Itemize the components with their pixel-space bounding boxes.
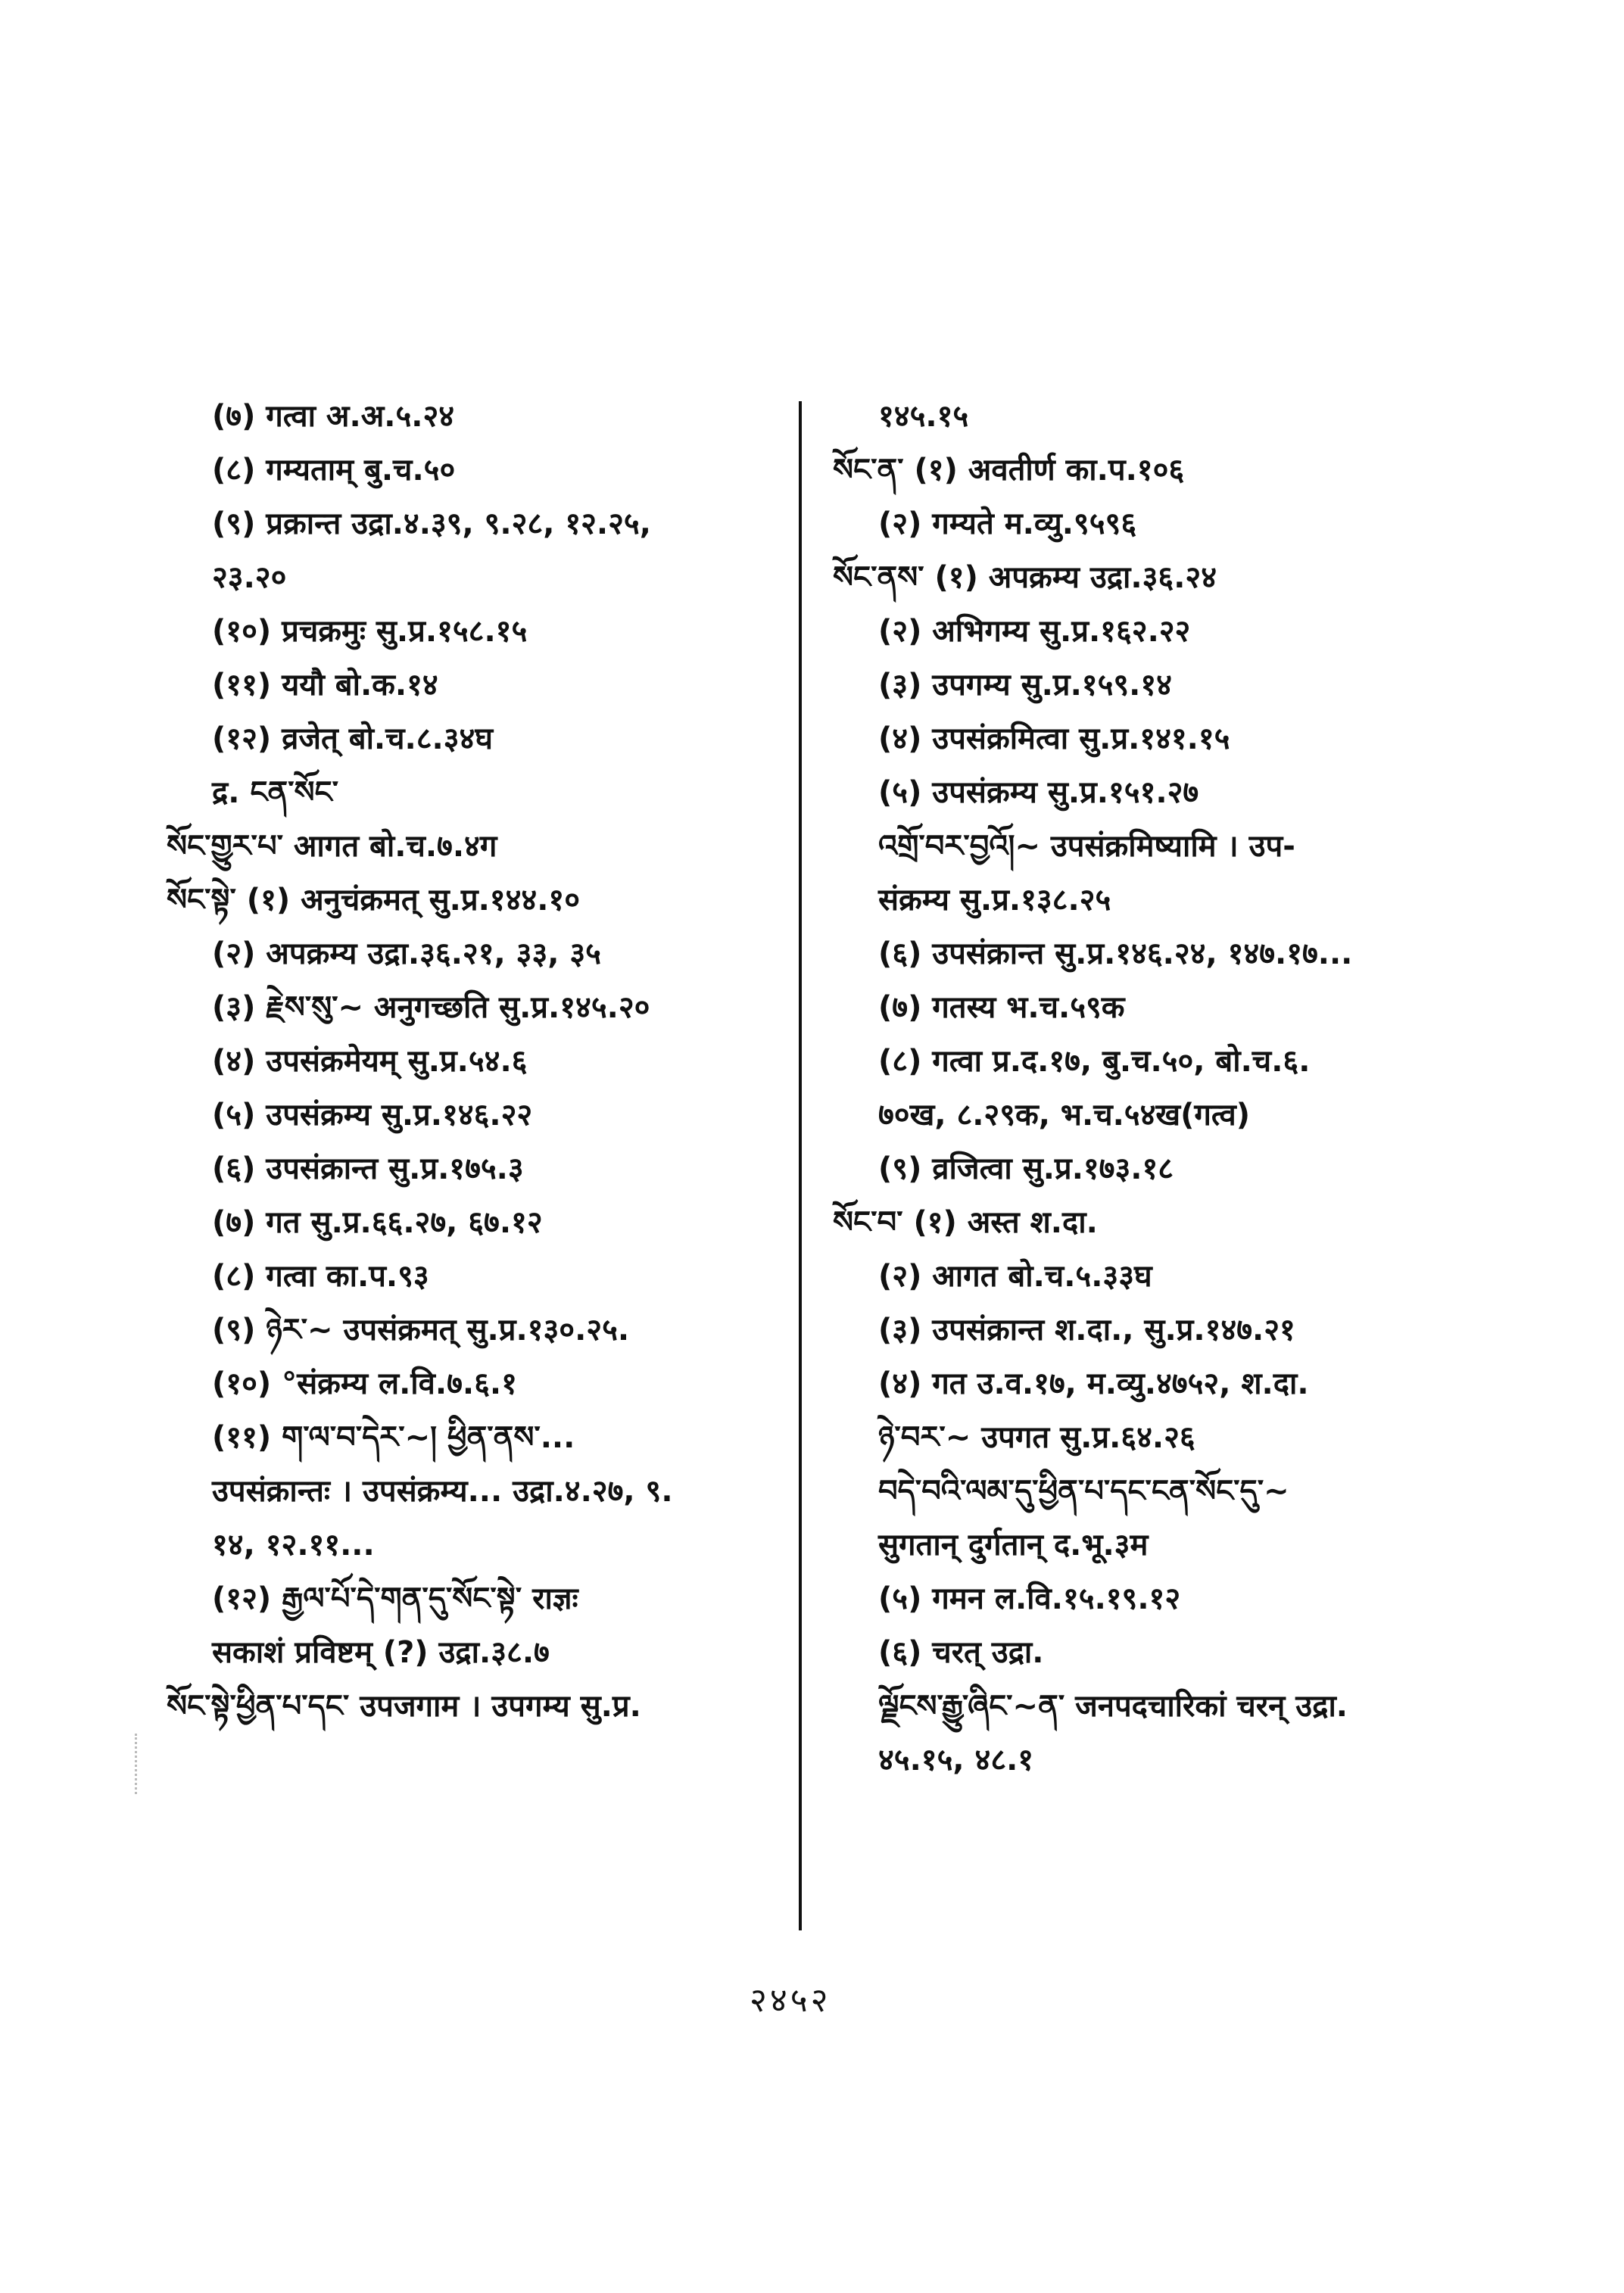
entry-line: བདེ་བའི་ལམ་དུ་ཕྱིན་པ་དང་ངན་སོང་དུ་~ <box>878 1474 1289 1509</box>
entry-line: (७) गत्वा अ.अ.५.२४ <box>212 399 455 434</box>
entry-line: (९) व्रजित्वा सु.प्र.१७३.१८ <box>878 1151 1174 1186</box>
entry-line: (४) उपसंक्रमित्वा सु.प्र.१४१.१५ <box>878 721 1230 756</box>
left-column <box>167 394 818 1737</box>
entry-line: སོང་བ་ (१) अस्त श.दा. <box>833 1205 1098 1240</box>
entry-line: ཉེ་བར་~ उपगत सु.प्र.६४.२६ <box>878 1420 1195 1455</box>
entry-line: (४) उपसंक्रमेयम् सु.प्र.५४.६ <box>212 1044 528 1079</box>
entry-line: སོང་སྟེ་ (१) अनुचंक्रमत् सु.प्र.१४४.१० <box>167 883 581 918</box>
entry-line: (८) गत्वा प्र.द.१७, बु.च.५०, बो.च.६. <box>878 1044 1311 1079</box>
entry-line: (२) गम्यते म.व्यु.९५९६ <box>878 506 1137 541</box>
entry-line: (२) अभिगम्य सु.प्र.१६२.२२ <box>878 614 1191 649</box>
entry-line: སོང་གྱུར་པ་ आगत बो.च.७.४ग <box>167 829 497 864</box>
entry-line: उपसंक्रान्तः । उपसंक्रम्य... उद्रा.४.२७, ९. <box>212 1474 673 1509</box>
entry-line: ལྗོངས་རྒྱུ་ཞིང་~ན་ जनपदचारिकां चरन् उद्रा. <box>878 1689 1348 1724</box>
entry-line: सुगतान् दुर्गतान् द.भू.३म <box>878 1528 1149 1562</box>
entry-line: སོང་ནས་ (१) अपक्रम्य उद्रा.३६.२४ <box>833 560 1217 595</box>
right-column <box>833 394 1499 1791</box>
entry-line: (६) उपसंक्रान्त सु.प्र.१७५.३ <box>212 1151 524 1186</box>
page-number: २४५२ <box>750 1981 831 2020</box>
entry-line: (५) गमन ल.वि.१५.१९.१२ <box>878 1581 1181 1616</box>
entry-line: སོང་སྟེ་ཕྱིན་པ་དང་ उपजगाम । उपगम्य सु.प्र. <box>167 1689 641 1724</box>
column-divider <box>799 401 802 1930</box>
entry-line: (२) आगत बो.च.५.३३घ <box>878 1259 1152 1294</box>
entry-line: सकाशं प्रविष्टम् (?) उद्रा.३८.७ <box>212 1635 550 1670</box>
entry-line: संक्रम्य सु.प्र.१३८.२५ <box>878 883 1111 918</box>
entry-line: (३) उपसंक्रान्त श.दा., सु.प्र.१४७.२१ <box>878 1313 1295 1347</box>
entry-line: (३) उपगम्य सु.प्र.१५९.१४ <box>878 668 1172 703</box>
entry-line: (११) ययौ बो.क.१४ <box>212 668 438 703</box>
entry-line: (१२) རྒྱལ་པོ་དེ་གན་དུ་སོང་སྟེ་ राज्ञः <box>212 1581 578 1616</box>
entry-line: (५) उपसंक्रम्य सु.प्र.१४६.२२ <box>212 1098 533 1132</box>
entry-line: (१२) व्रजेत् बो.च.८.३४घ <box>212 721 493 756</box>
entry-line: (७) गतस्य भ.च.५९क <box>878 990 1125 1025</box>
entry-line: (९) ཉེར་~ उपसंक्रमत् सु.प्र.१३०.२५. <box>212 1313 630 1347</box>
entry-line: १४, १२.११... <box>212 1528 375 1562</box>
entry-line: (८) गत्वा का.प.९३ <box>212 1259 429 1294</box>
entry-line: འགྲོ་བར་བྱའོ།~ उपसंक्रमिष्यामि । उप- <box>878 829 1295 864</box>
entry-line: (९) प्रक्रान्त उद्रा.४.३९, ९.२८, १२.२५, <box>212 506 651 541</box>
entry-line: (१०) प्रचक्रमुः सु.प्र.१५८.१५ <box>212 614 528 649</box>
entry-line: (६) चरत् उद्रा. <box>878 1635 1044 1670</box>
entry-line: (१०) °संक्रम्य ल.वि.७.६.१ <box>212 1366 517 1401</box>
entry-line: (७) गत सु.प्र.६६.२७, ६७.१२ <box>212 1205 543 1240</box>
entry-line: (५) उपसंक्रम्य सु.प्र.१५१.२७ <box>878 775 1199 810</box>
entry-line: ४५.१५, ४८.१ <box>878 1743 1034 1777</box>
entry-line: (११) ག་ལ་བ་དེར་~། ཕྱིན་ནས་... <box>212 1420 575 1455</box>
margin-dots <box>135 1734 140 1794</box>
entry-line: द्र. ངན་སོང་ <box>212 775 339 810</box>
entry-line: (३) རྗེས་སུ་~ अनुगच्छति सु.प्र.१४५.२० <box>212 990 650 1025</box>
entry-line: (८) गम्यताम् बु.च.५० <box>212 453 456 488</box>
entry-line: २३.२० <box>212 560 287 595</box>
entry-line: (४) गत उ.व.१७, म.व्यु.४७५२, श.दा. <box>878 1366 1309 1401</box>
entry-line: १४५.१५ <box>878 399 969 434</box>
entry-line: (२) अपक्रम्य उद्रा.३६.२१, ३३, ३५ <box>212 936 601 971</box>
entry-line: སོང་ན་ (१) अवतीर्ण का.प.१०६ <box>833 453 1185 488</box>
entry-line: ७०ख, ८.२९क, भ.च.५४ख(गत्व) <box>878 1098 1251 1132</box>
entry-line: (६) उपसंक्रान्त सु.प्र.१४६.२४, १४७.१७... <box>878 936 1353 971</box>
